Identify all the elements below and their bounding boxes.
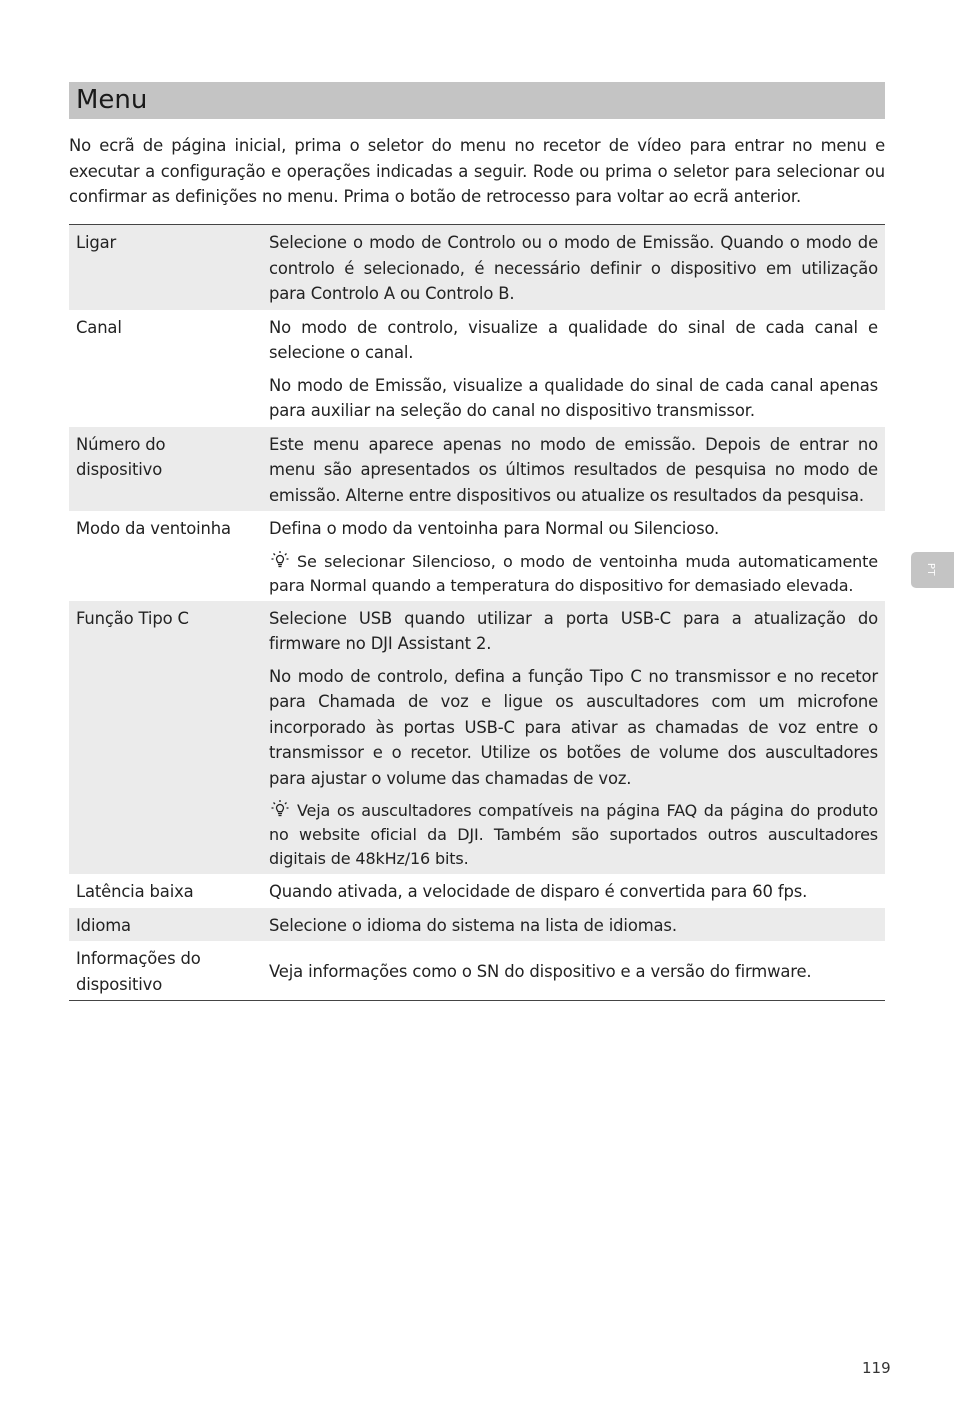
- row-desc-funcao-tipo-c: [262, 601, 885, 875]
- row-label-informacoes-dispositivo: Informações do dispositivo: [76, 949, 201, 994]
- desc-paragraph: Este menu aparece apenas no modo de emissão. Depois de entrar no menu são apresentados os últimos resultados de pesquisa no modo de emissão. Alterne entre dispositivos ou atualize os resultados da pesquisa.: [269, 434, 878, 505]
- desc-paragraph: Veja informações como o SN do dispositivo e a versão do firmware.: [269, 961, 812, 981]
- row-desc-numero-dispositivo: [262, 427, 885, 512]
- language-side-tab: [911, 552, 954, 588]
- desc-paragraph: No modo de Emissão, visualize a qualidade do sinal de cada canal apenas para auxiliar na seleção do canal no dispositivo transmissor.: [269, 375, 878, 420]
- row-desc-modo-ventoinha: [262, 511, 885, 601]
- section-title: Menu: [69, 82, 885, 119]
- row-label-idioma: Idioma: [69, 908, 262, 942]
- row-label-modo-ventoinha: Modo da ventoinha: [76, 519, 231, 538]
- row-desc-idioma: [262, 908, 885, 942]
- intro-paragraph: No ecrã de página inicial, prima o seletor do menu no recetor de vídeo para entrar no menu e executar a configuração e operações indicadas a seguir. Rode ou prima o seletor para selecionar ou confirmar as definições no menu. Prima o botão de retrocesso para voltar ao ecrã anterior.: [69, 136, 885, 206]
- tip-note: [269, 798, 878, 871]
- page-number: 119: [862, 1359, 891, 1377]
- desc-paragraph: Selecione USB quando utilizar a porta USB-C para a atualização do firmware no DJI Assistant 2.: [269, 608, 878, 653]
- lightbulb-icon: [269, 798, 291, 820]
- row-label-numero-dispositivo: Número do dispositivo: [69, 427, 262, 512]
- table-row: [69, 511, 885, 601]
- desc-paragraph: Defina o modo da ventoinha para Normal ou Silencioso.: [269, 519, 720, 538]
- row-desc-informacoes-dispositivo: [262, 941, 885, 1001]
- row-label-latencia-baixa: Latência baixa: [76, 882, 194, 901]
- table-row: [69, 941, 885, 1001]
- table-row: [69, 225, 885, 310]
- row-desc-ligar: [262, 225, 885, 310]
- desc-paragraph: Selecione o idioma do sistema na lista de idiomas.: [269, 915, 677, 935]
- table-row: [69, 908, 885, 942]
- desc-paragraph: Selecione o modo de Controlo ou o modo de Emissão. Quando o modo de controlo é selecionado, é necessário definir o dispositivo em utilização para Controlo A ou Controlo B.: [269, 233, 878, 303]
- row-desc-latencia-baixa: [262, 874, 885, 908]
- row-label-ligar: Ligar: [69, 225, 262, 310]
- table-row: [69, 310, 885, 427]
- desc-paragraph: Quando ativada, a velocidade de disparo é convertida para 60 fps.: [269, 882, 808, 901]
- tip-note: [269, 549, 878, 598]
- desc-paragraph: No modo de controlo, visualize a qualidade do sinal de cada canal e selecione o canal.: [269, 317, 878, 362]
- tip-text: Se selecionar Silencioso, o modo de ventoinha muda automaticamente para Normal quando a temperatura do dispositivo for demasiado elevada.: [269, 551, 878, 595]
- row-label-canal: Canal: [76, 317, 122, 337]
- row-desc-canal: [262, 310, 885, 427]
- lightbulb-icon: [269, 549, 291, 571]
- menu-table: [69, 224, 885, 1001]
- table-row: [69, 601, 885, 875]
- row-label-funcao-tipo-c: Função Tipo C: [69, 601, 262, 875]
- table-row: [69, 427, 885, 512]
- desc-paragraph: No modo de controlo, defina a função Tipo C no transmissor e no recetor para Chamada de voz e ligue os auscultadores com um microfone incorporado às portas USB-C para ativar as chamadas de voz entre o transmissor e o recetor. Utilize os botões de volume dos auscultadores para ajustar o volume das chamadas de voz.: [269, 666, 878, 788]
- language-tab-label: PT: [925, 562, 937, 577]
- tip-text: Veja os auscultadores compatíveis na página FAQ da página do produto no website oficial da DJI. Também são suportados outros auscultadores digitais de 48kHz/16 bits.: [269, 801, 878, 868]
- table-row: [69, 874, 885, 908]
